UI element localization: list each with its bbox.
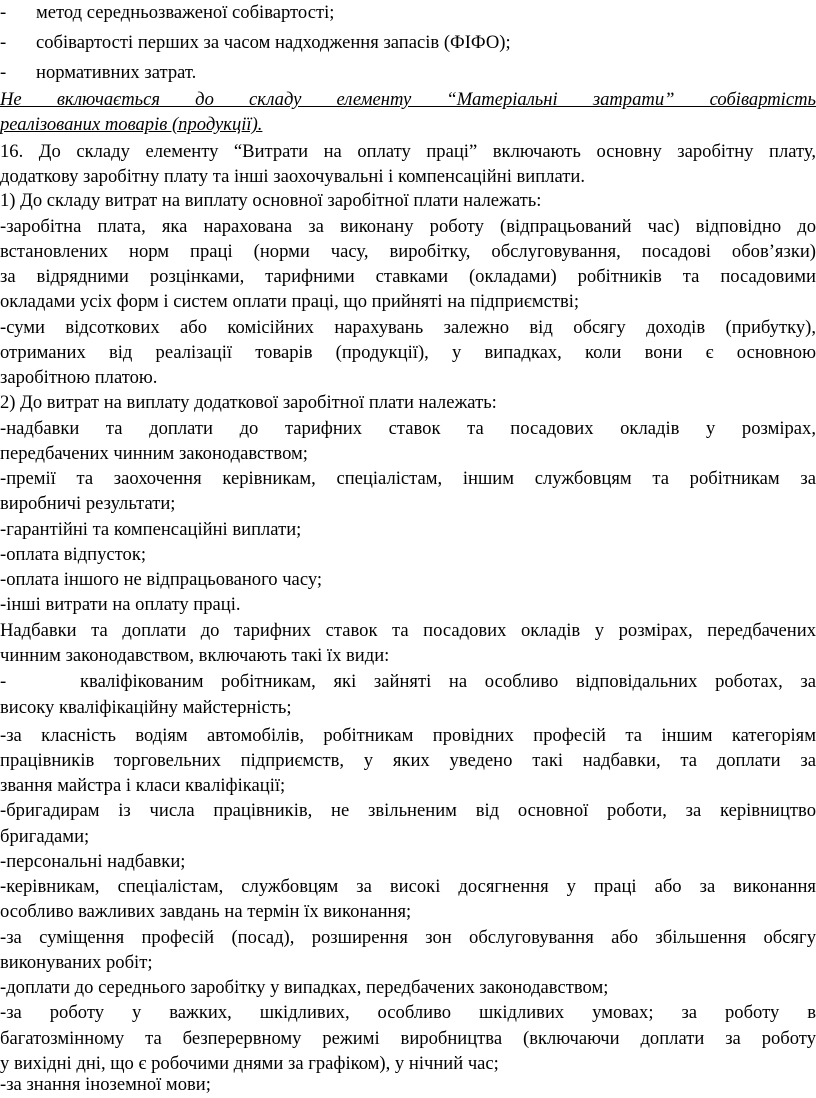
text-line: виконуваних робіт; [0,952,153,973]
text-line: заробітною платою. [0,367,158,388]
text-line: -оплата відпусток; [0,544,147,565]
text-line: отриманих від реалізації товарів (продукції), у випадках, коли вони є основною [0,342,816,363]
section-1-heading: 1) До складу витрат на виплату основної заробітної плати належать: [0,190,542,211]
text-line: -оплата іншого не відпрацьованого часу; [0,569,323,590]
text-line: -за класність водіям автомобілів, робітникам провідних професій та іншим категоріям [0,725,816,746]
text-line: за відрядними розцінками, тарифними ставками (окладами) робітників та посадовими [0,266,816,287]
bullet-dash: - [0,2,7,23]
bullet-text: нормативних затрат. [36,62,197,83]
bullet-text: кваліфікованим робітникам, які зайняті на особливо відповідальних роботах, за [80,671,816,692]
paragraph-16-line: 16. До складу елементу “Витрати на оплату праці” включають основну заробітну плату, [0,141,816,162]
text-line: -за роботу у важких, шкідливих, особливо шкідливих умовах; за роботу в [0,1002,816,1023]
text-line: передбачених чинним законодавством; [0,443,308,464]
text-line: -гарантійні та компенсаційні виплати; [0,519,302,540]
bullet-dash: - [0,62,7,83]
section-2-heading: 2) До витрат на виплату додаткової заробітної плати належать: [0,392,497,413]
text-line: -бригадирам із числа працівників, не звільненим від основної роботи, за керівництво [0,800,816,821]
text-line: бригадами; [0,826,90,847]
text-line: виробничі результати; [0,493,176,514]
text-line: -надбавки та доплати до тарифних ставок та посадових окладів у розмірах, [0,418,816,439]
text-line: особливо важливих завдань на термін їх виконання; [0,901,412,922]
text-line: -інші витрати на оплату праці. [0,594,241,615]
italic-note-line-2: реалізованих товарів (продукції). [0,114,263,135]
text-line: -за знання іноземної мови; [0,1074,211,1095]
text-line: -заробітна плата, яка нарахована за виконану роботу (відпрацьований час) відповідно до [0,216,816,237]
bullet-dash: - [0,671,7,692]
text-line: -персональні надбавки; [0,851,186,872]
text-line: у вихідні дні, що є робочими днями за графіком), у нічний час; [0,1053,499,1074]
text-line: багатозмінному та безперервному режимі виробництва (включаючи доплати за роботу [0,1028,816,1049]
text-line: працівників торговельних підприємств, у яких уведено такі надбавки, та доплати за [0,750,816,771]
bullet-text: собівартості перших за часом надходження запасів (ФІФО); [36,32,511,53]
text-line: -суми відсоткових або комісійних нарахувань залежно від обсягу доходів (прибутку), [0,317,816,338]
text-line: звання майстра і класи кваліфікації; [0,775,286,796]
text-line: встановлених норм праці (норми часу, виробітку, обслуговування, посадові обов’язки) [0,241,816,262]
text-line: -керівникам, спеціалістам, службовцям за високі досягнення у праці або за виконання [0,876,816,897]
text-line: окладами усіх форм і систем оплати праці, що прийняті на підприємстві; [0,291,580,312]
bullet-dash: - [0,32,7,53]
text-line: -за суміщення професій (посад), розширення зон обслуговування або збільшення обсягу [0,927,816,948]
text-line: чинним законодавством, включають такі їх види: [0,645,390,666]
text-line: високу кваліфікаційну майстерність; [0,697,292,718]
paragraph-16-line: додаткову заробітну плату та інші заохочувальні і компенсаційні виплати. [0,166,585,187]
bullet-text: метод середньозваженої собівартості; [36,2,335,23]
text-line: -доплати до середнього заробітку у випадках, передбачених законодавством; [0,977,609,998]
text-line: -премії та заохочення керівникам, спеціалістам, іншим службовцям та робітникам за [0,468,816,489]
italic-note-line-1: Не включається до складу елементу “Матеріальні затрати” собівартість [0,89,816,110]
text-line: Надбавки та доплати до тарифних ставок та посадових окладів у розмірах, передбачених [0,620,816,641]
